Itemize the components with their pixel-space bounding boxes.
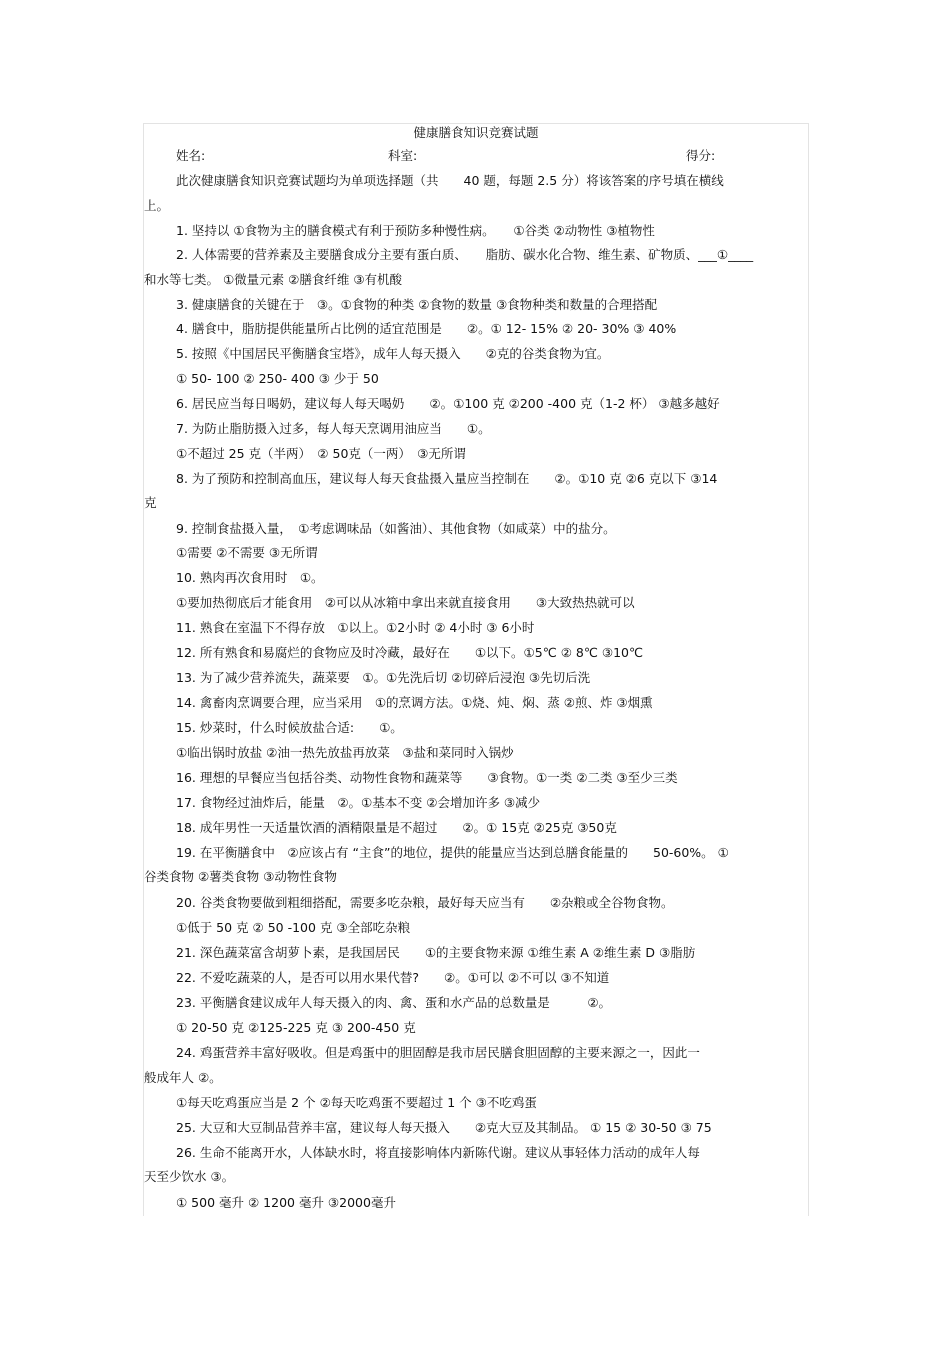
text-line: 天至少饮水 ③。 xyxy=(144,1169,235,1184)
name-field-label: 姓名: xyxy=(176,148,206,163)
text-line: ①要加热彻底后才能食用 ②可以从冰箱中拿出来就直接食用 ③大致热热就可以 xyxy=(176,595,635,610)
text-line: 般成年人 ②。 xyxy=(144,1070,222,1085)
text-line: 21. 深色蔬菜富含胡萝卜素，是我国居民 ①的主要食物来源 ①维生素 A ②维生素 D ③脂肪 xyxy=(176,945,696,960)
document-page xyxy=(143,123,809,1216)
text-line: 1. 坚持以 ①食物为主的膳食模式有利于预防多种慢性病。 ①谷类 ②动物性 ③植物性 xyxy=(176,223,655,238)
text-line: ①每天吃鸡蛋应当是 2 个 ②每天吃鸡蛋不要超过 1 个 ③不吃鸡蛋 xyxy=(176,1095,537,1110)
text-line: 6. 居民应当每日喝奶，建议每人每天喝奶 ②。①100 克 ②200 -400 克（1-2 杯） ③越多越好 xyxy=(176,396,720,411)
text-line: 克 xyxy=(144,495,157,510)
text-line: 9. 控制食盐摄入量， ①考虑调味品（如酱油）、其他食物（如咸菜）中的盐分。 xyxy=(176,521,616,536)
text-line: 此次健康膳食知识竞赛试题均为单项选择题（共 40 题，每题 2.5 分）将该答案的序号填在横线 xyxy=(176,173,724,188)
text-line: 7. 为防止脂肪摄入过多，每人每天烹调用油应当 ①。 xyxy=(176,421,491,436)
text-line: 5. 按照《中国居民平衡膳食宝塔》，成年人每天摄入 ②克的谷类食物为宜。 xyxy=(176,346,610,361)
dept-field-label: 科室: xyxy=(388,148,418,163)
text-line: 谷类食物 ②薯类食物 ③动物性食物 xyxy=(144,869,337,884)
text-line: 26. 生命不能离开水，人体缺水时，将直接影响体内新陈代谢。建议从事轻体力活动的成年人每 xyxy=(176,1145,700,1160)
text-line: 8. 为了预防和控制高血压，建议每人每天食盐摄入量应当控制在 ②。①10 克 ②6 克以下 ③14 xyxy=(176,471,718,486)
text-line: 12. 所有熟食和易腐烂的食物应及时冷藏，最好在 ①以下。①5℃ ② 8℃ ③10℃ xyxy=(176,645,644,660)
text-line: 上。 xyxy=(144,198,170,213)
text-line: 11. 熟食在室温下不得存放 ①以上。①2小时 ② 4小时 ③ 6小时 xyxy=(176,620,535,635)
text-line: 20. 谷类食物要做到粗细搭配，需要多吃杂粮，最好每天应当有 ②杂粮或全谷物食物。 xyxy=(176,895,674,910)
text-line: 23. 平衡膳食建议成年人每天摄入的肉、禽、蛋和水产品的总数量是 ②。 xyxy=(176,995,612,1010)
text-line: 25. 大豆和大豆制品营养丰富，建议每人每天摄入 ②克大豆及其制品。 ① 15 ② 30-50 ③ 75 xyxy=(176,1120,712,1135)
text-line: ①临出锅时放盐 ②油一热先放盐再放菜 ③盐和菜同时入锅炒 xyxy=(176,745,514,760)
text-line: ①不超过 25 克（半两） ② 50克（一两） ③无所谓 xyxy=(176,446,466,461)
text-line: 22. 不爱吃蔬菜的人，是否可以用水果代替? ②。①可以 ②不可以 ③不知道 xyxy=(176,970,610,985)
text-line: 24. 鸡蛋营养丰富好吸收。但是鸡蛋中的胆固醇是我市居民膳食胆固醇的主要来源之一，因此一 xyxy=(176,1045,700,1060)
text-line: ①需要 ②不需要 ③无所谓 xyxy=(176,545,318,560)
text-line: ① 20-50 克 ②125-225 克 ③ 200-450 克 xyxy=(176,1020,416,1035)
text-line: ① 500 毫升 ② 1200 毫升 ③2000毫升 xyxy=(176,1195,396,1210)
text-line: 18. 成年男性一天适量饮酒的酒精限量是不超过 ②。① 15克 ②25克 ③50克 xyxy=(176,820,617,835)
text-line: ① 50- 100 ② 250- 400 ③ 少于 50 xyxy=(176,371,379,386)
text-line: 4. 膳食中，脂肪提供能量所占比例的适宜范围是 ②。① 12- 15% ② 20- 30% ③ 40% xyxy=(176,321,677,336)
text-line: 2. 人体需要的营养素及主要膳食成分主要有蛋白质、 脂肪、碳水化合物、维生素、矿物质、___①____ xyxy=(176,247,754,262)
text-line: 19. 在平衡膳食中 ②应该占有 “主食”的地位，提供的能量应当达到总膳食能量的 50-60%。 ① xyxy=(176,845,729,860)
text-line: 13. 为了减少营养流失，蔬菜要 ①。①先洗后切 ②切碎后浸泡 ③先切后洗 xyxy=(176,670,591,685)
score-field-label: 得分: xyxy=(686,148,716,163)
text-line: 17. 食物经过油炸后，能量 ②。①基本不变 ②会增加许多 ③减少 xyxy=(176,795,541,810)
text-line: ①低于 50 克 ② 50 -100 克 ③全部吃杂粮 xyxy=(176,920,411,935)
text-line: 16. 理想的早餐应当包括谷类、动物性食物和蔬菜等 ③食物。①一类 ②二类 ③至少三类 xyxy=(176,770,678,785)
text-line: 和水等七类。 ①微量元素 ②膳食纤维 ③有机酸 xyxy=(144,272,403,287)
page-title: 健康膳食知识竞赛试题 xyxy=(413,125,539,140)
text-line: 3. 健康膳食的关键在于 ③。①食物的种类 ②食物的数量 ③食物种类和数量的合理搭配 xyxy=(176,297,658,312)
text-line: 15. 炒菜时，什么时候放盐合适: ①。 xyxy=(176,720,403,735)
text-line: 10. 熟肉再次食用时 ①。 xyxy=(176,570,324,585)
text-line: 14. 禽畜肉烹调要合理，应当采用 ①的烹调方法。①烧、炖、焖、蒸 ②煎、炸 ③烟熏 xyxy=(176,695,653,710)
